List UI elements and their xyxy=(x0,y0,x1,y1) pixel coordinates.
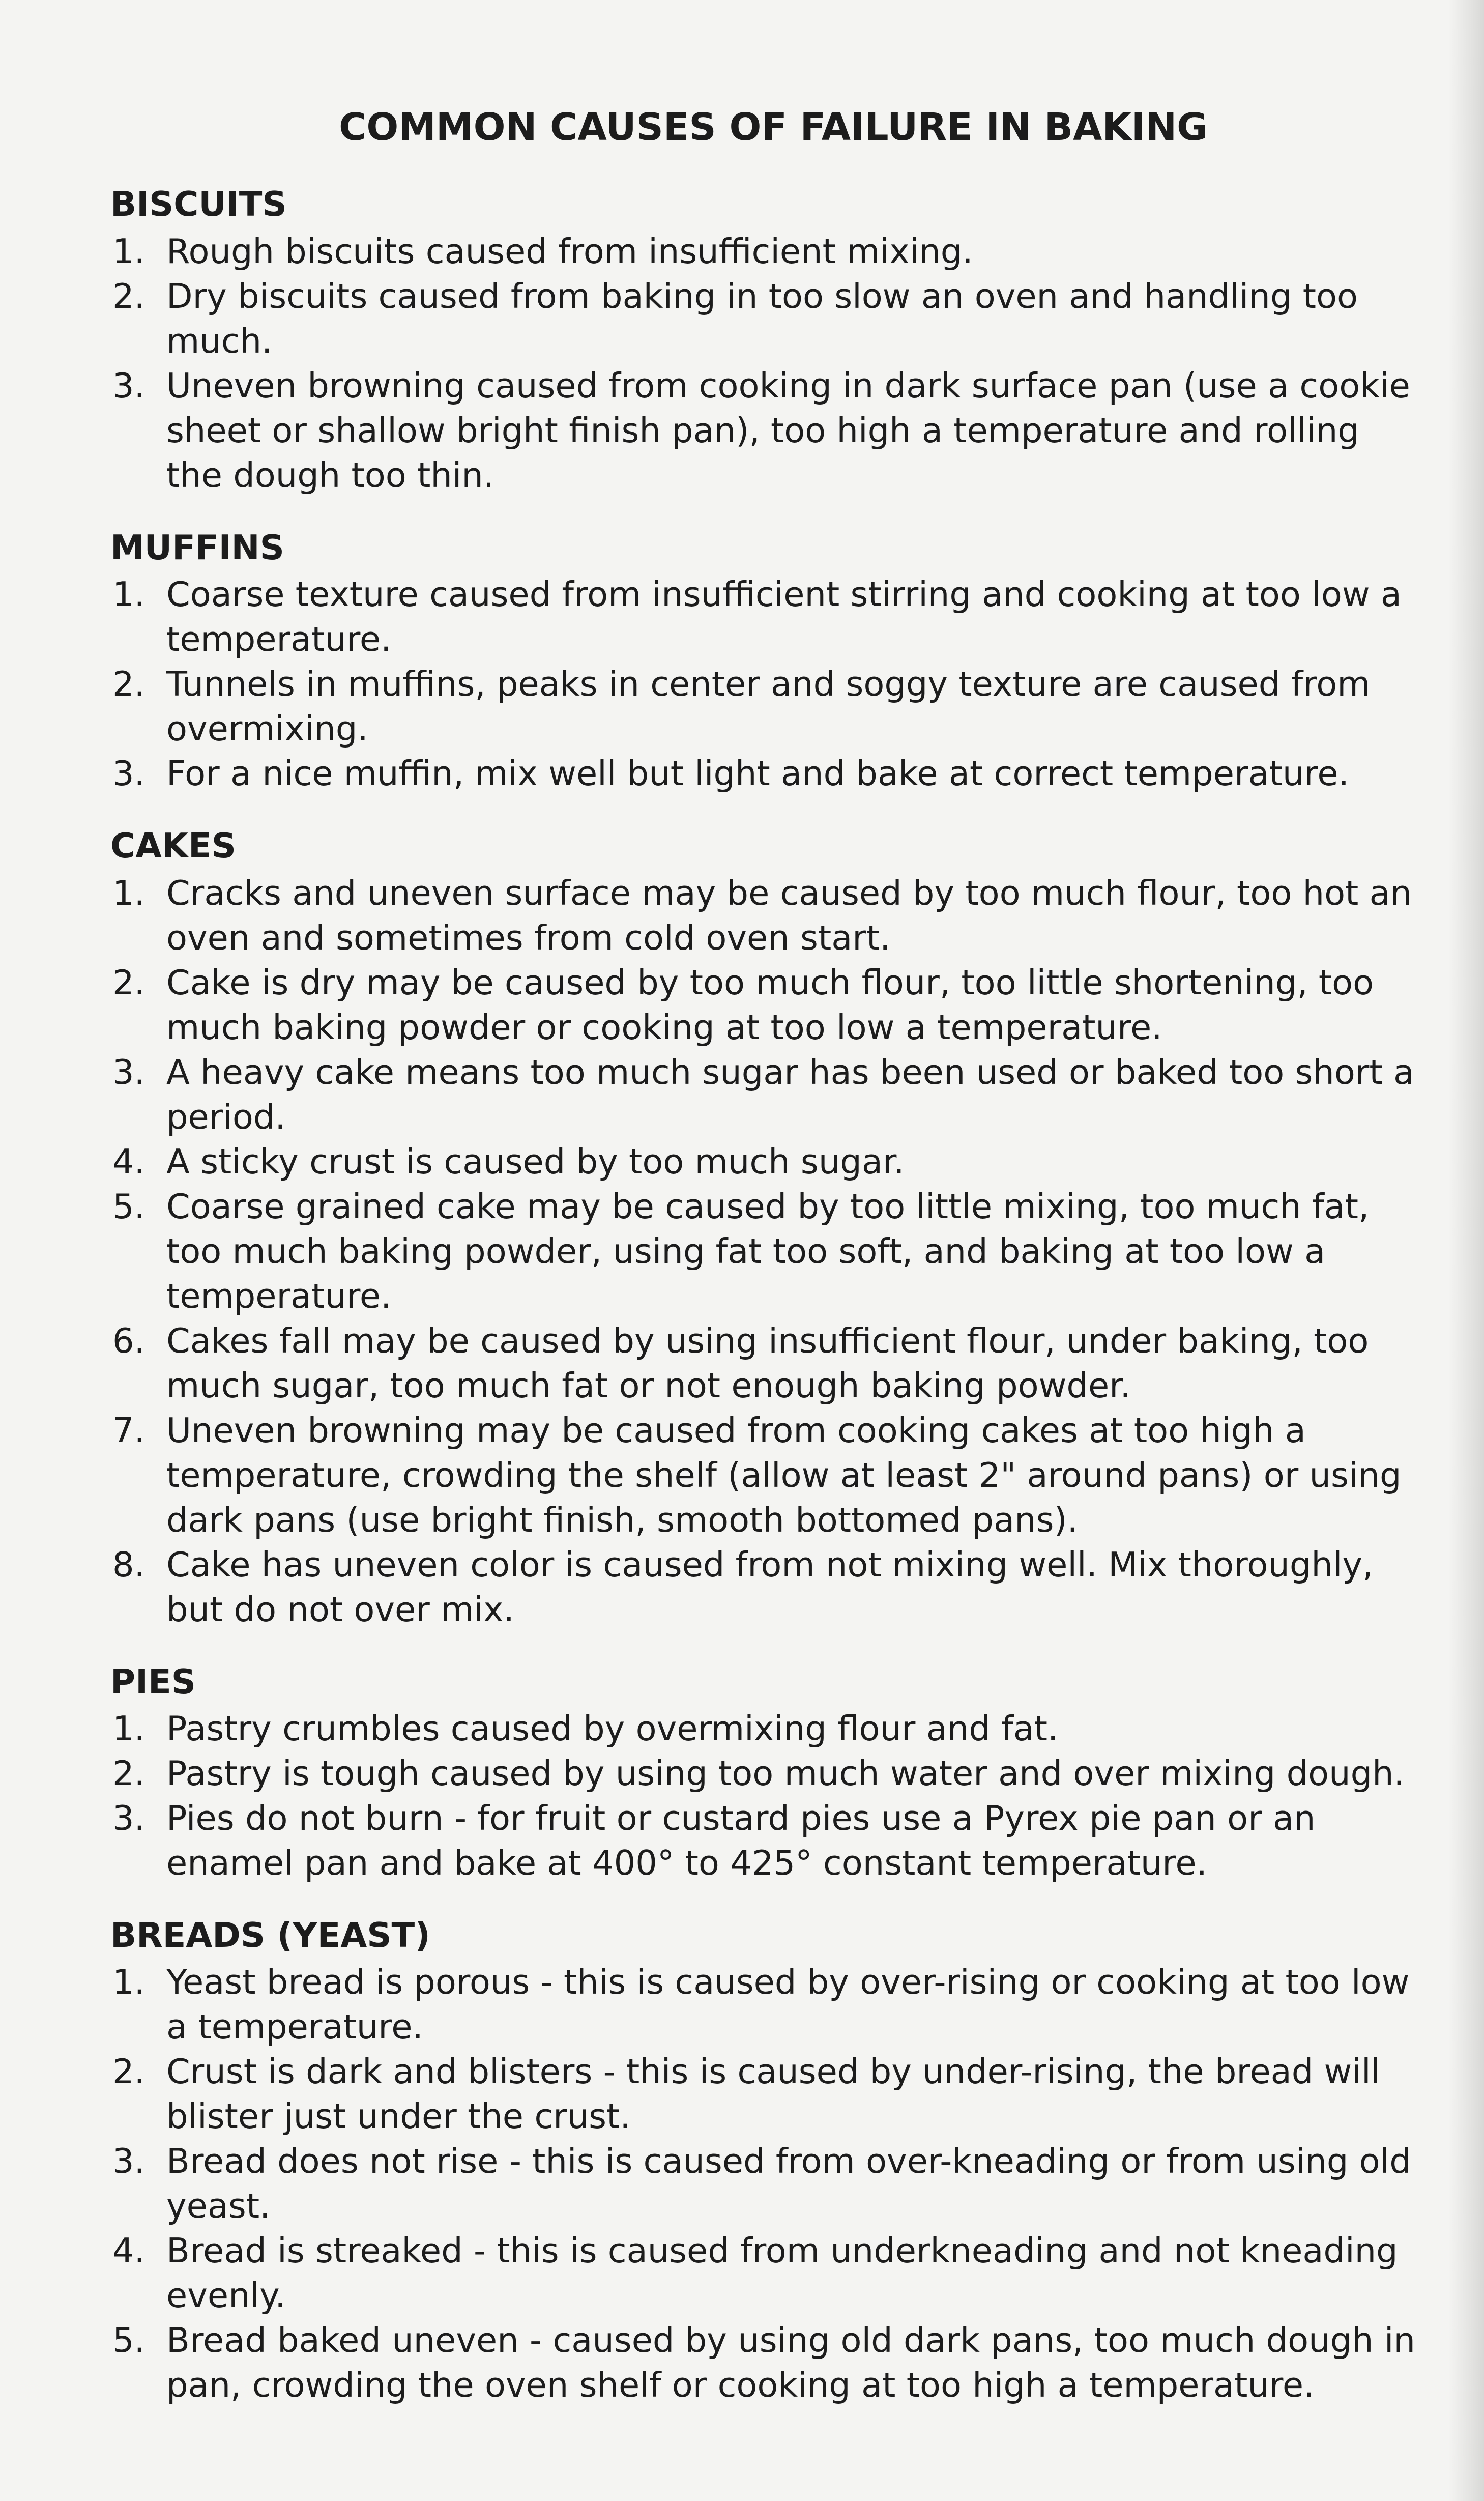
item-number: 3. xyxy=(112,2141,145,2181)
item-text: Uneven browning may be caused from cooking cakes at too high a temperature, crowding the shelf (allow at least 2" around pans) or using dark pans (use bright finish, smooth bottomed pans). xyxy=(166,1410,1402,1540)
section-muffins xyxy=(109,527,1417,796)
item-number: 2. xyxy=(112,1753,145,1793)
list-item xyxy=(109,1408,1417,1542)
section-heading: BISCUITS xyxy=(110,184,287,224)
item-number: 2. xyxy=(112,664,145,704)
section-heading: CAKES xyxy=(110,826,236,866)
list-item xyxy=(109,2049,1417,2139)
section-pies xyxy=(109,1661,1417,1885)
item-text: Dry biscuits caused from baking in too slow an oven and handling too much. xyxy=(166,276,1358,361)
item-list xyxy=(109,871,1417,1632)
list-item xyxy=(109,2228,1417,2318)
list-item xyxy=(109,1751,1417,1796)
item-text: A sticky crust is caused by too much sugar. xyxy=(166,1141,905,1182)
section-heading: BREADS (YEAST) xyxy=(110,1915,430,1955)
item-text: Cracks and uneven surface may be caused by too much flour, too hot an oven and sometimes from cold oven start. xyxy=(166,873,1412,958)
item-text: Bread baked uneven - caused by using old dark pans, too much dough in pan, crowding the oven shelf or cooking at too high a temperature. xyxy=(166,2320,1415,2405)
list-item xyxy=(109,274,1417,363)
item-text: Pastry crumbles caused by overmixing flour and fat. xyxy=(166,1708,1059,1748)
list-item xyxy=(109,1960,1417,2049)
list-item xyxy=(109,229,1417,274)
list-item xyxy=(109,1706,1417,1751)
item-list xyxy=(109,229,1417,498)
item-number: 2. xyxy=(112,962,145,1002)
section-breads-yeast xyxy=(109,1915,1417,2407)
item-number: 3. xyxy=(112,365,145,406)
item-text: Yeast bread is porous - this is caused by over-rising or cooking at too low a temperature. xyxy=(166,1962,1410,2047)
list-item xyxy=(109,1796,1417,1885)
item-number: 4. xyxy=(112,2231,145,2271)
item-text: A heavy cake means too much sugar has been used or baked too short a period. xyxy=(166,1052,1415,1137)
section-biscuits xyxy=(109,184,1417,497)
item-list xyxy=(109,1960,1417,2407)
list-item xyxy=(109,960,1417,1050)
item-text: Coarse grained cake may be caused by too little mixing, too much fat, too much baking powder, using fat too soft, and baking at too low a temperature. xyxy=(166,1186,1370,1316)
page-title: COMMON CAUSES OF FAILURE IN BAKING xyxy=(339,105,1208,149)
item-number: 6. xyxy=(112,1320,145,1361)
item-number: 1. xyxy=(112,231,145,271)
item-number: 7. xyxy=(112,1410,145,1450)
item-number: 1. xyxy=(112,574,145,615)
list-item xyxy=(109,662,1417,751)
item-number: 5. xyxy=(112,1186,145,1226)
list-item xyxy=(109,2139,1417,2228)
item-text: Bread is streaked - this is caused from underkneading and not kneading evenly. xyxy=(166,2231,1398,2316)
item-number: 3. xyxy=(112,754,145,794)
section-heading: PIES xyxy=(110,1661,196,1702)
item-text: Uneven browning caused from cooking in dark surface pan (use a cookie sheet or shallow bright finish pan), too high a temperature and rolling the dough too thin. xyxy=(166,365,1410,495)
item-number: 8. xyxy=(112,1544,145,1585)
list-item xyxy=(109,1050,1417,1139)
list-item xyxy=(109,871,1417,960)
document-content xyxy=(109,107,1417,2437)
page-edge-shadow xyxy=(1448,0,1484,2501)
list-item xyxy=(109,2318,1417,2407)
item-list xyxy=(109,572,1417,796)
list-item xyxy=(109,1139,1417,1184)
item-list xyxy=(109,1706,1417,1885)
item-number: 4. xyxy=(112,1141,145,1182)
list-item xyxy=(109,1318,1417,1408)
list-item xyxy=(109,751,1417,796)
item-number: 1. xyxy=(112,873,145,913)
item-text: Pies do not burn - for fruit or custard pies use a Pyrex pie pan or an enamel pan and bake at 400° to 425° constant temperature. xyxy=(166,1798,1316,1883)
list-item xyxy=(109,363,1417,498)
section-heading: MUFFINS xyxy=(110,527,284,567)
item-text: Tunnels in muffins, peaks in center and soggy texture are caused from overmixing. xyxy=(166,664,1371,749)
item-text: Coarse texture caused from insufficient stirring and cooking at too low a temperature. xyxy=(166,574,1402,659)
item-number: 2. xyxy=(112,276,145,316)
list-item xyxy=(109,1184,1417,1318)
section-cakes xyxy=(109,825,1417,1631)
item-number: 3. xyxy=(112,1798,145,1838)
item-number: 3. xyxy=(112,1052,145,1092)
item-number: 1. xyxy=(112,1962,145,2002)
item-text: Cake is dry may be caused by too much flour, too little shortening, too much baking powder or cooking at too low a temperature. xyxy=(166,962,1374,1047)
item-text: Cakes fall may be caused by using insufficient flour, under baking, too much sugar, too much fat or not enough baking powder. xyxy=(166,1320,1369,1405)
item-text: Cake has uneven color is caused from not mixing well. Mix thoroughly, but do not over mix. xyxy=(166,1544,1374,1629)
item-text: Bread does not rise - this is caused from over-kneading or from using old yeast. xyxy=(166,2141,1411,2226)
item-text: Pastry is tough caused by using too much water and over mixing dough. xyxy=(166,1753,1405,1793)
list-item xyxy=(109,572,1417,662)
item-text: For a nice muffin, mix well but light and bake at correct temperature. xyxy=(166,754,1349,794)
item-number: 5. xyxy=(112,2320,145,2361)
item-number: 1. xyxy=(112,1708,145,1748)
item-text: Rough biscuits caused from insufficient mixing. xyxy=(166,231,973,271)
item-number: 2. xyxy=(112,2052,145,2092)
item-text: Crust is dark and blisters - this is caused by under-rising, the bread will blister just under the crust. xyxy=(166,2052,1381,2137)
list-item xyxy=(109,1542,1417,1632)
